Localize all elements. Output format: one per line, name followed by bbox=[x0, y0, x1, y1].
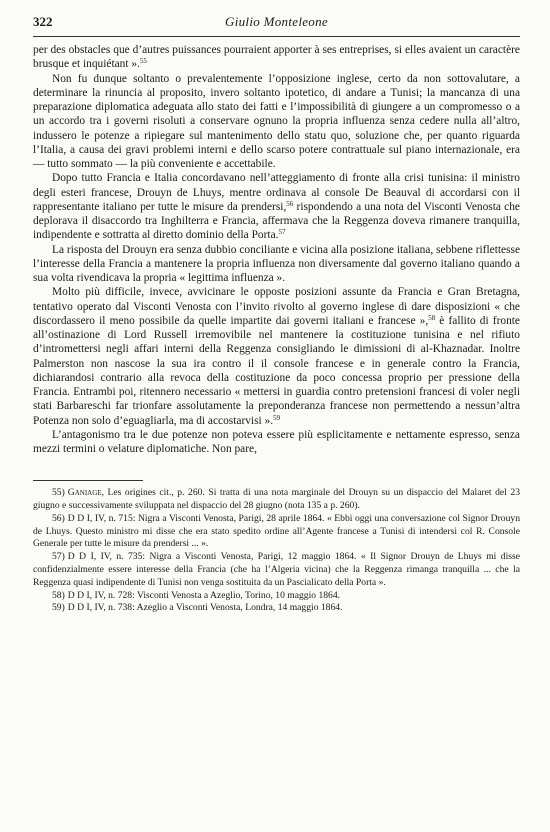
footnote-rule bbox=[33, 480, 143, 481]
footnote-55: 55) Ganiage, Les origines cit., p. 260. Si tratta di una nota marginale del Drouyn su un dispaccio del Malaret del 23 giugno e successivamente sviluppata nel dispaccio del 28 giugno (nota 135 a p. 260). bbox=[33, 487, 520, 512]
paragraph-4: La risposta del Drouyn era senza dubbio conciliante e vicina alla posizione italiana, sebbene riflettesse l’interesse della Francia a mantenere la propria influenza non diversamente dal governo italiano quando a sua volta rivendicava la propria « legittima influenza ». bbox=[33, 243, 520, 284]
footnote-ref: 55) bbox=[52, 487, 65, 499]
footnote-ref: 57) bbox=[52, 551, 65, 563]
footnote-57: 57) D D I, IV, n. 735: Nigra a Visconti Venosta, Parigi, 12 maggio 1864. « Il Signor Drouyn de Lhuys mi disse confidenzialmente essere interesse della Francia (che ha l’Algeria vicina) che la Reggenza rimanga tranquilla ... che la Reggenza quasi indipendente di Tunisi non venga sostituita da un Pascialicato della Porta ». bbox=[33, 551, 520, 588]
footnote-58: 58) D D I, IV, n. 728: Visconti Venosta a Azeglio, Torino, 10 maggio 1864. bbox=[52, 589, 341, 601]
running-head bbox=[33, 14, 520, 37]
footnote-ref: 59) bbox=[52, 602, 65, 614]
footnote-59: 59) D D I, IV, n. 738: Azeglio a Visconti Venosta, Londra, 14 maggio 1864. bbox=[52, 602, 343, 614]
footnote-marker-58: 58 bbox=[428, 313, 436, 322]
footnote-marker-59: 59 bbox=[273, 413, 281, 422]
footnote-56: 56) D D I, IV, n. 715: Nigra a Visconti Venosta, Parigi, 28 aprile 1864. « Ebbi oggi una conversazione col Signor Drouyn de Lhuys. Questo ministro mi disse che era stato spedito ordine all’Agente francese a Tunisi di intendersi col R. Console Generale per tutte le misure da prendersi ... ». bbox=[33, 512, 520, 550]
footnote-marker-55: 55 bbox=[139, 57, 147, 66]
footnote-marker-57: 57 bbox=[278, 228, 286, 237]
paragraph-2: Non fu dunque soltanto o prevalentemente l’opposizione inglese, certo da non sottovalutare, a determinare la rinuncia al proposito, invero soltanto ipotetico, di andare a Tunisi; la mancanza di una preparazione diplomatica adeguata allo stato dei fatti e l’impossibilità di giungere a un compromesso o a un accordo tra i governi risoluti a conservare ognuno la propria influenza senza cedere nulla all’altro, indussero le potenze a ripiegare sul mantenimento dello statu quo, soluzione che, per quanto riguarda l’Italia, a causa dei gravi problemi interni e dello scarso potere contrattuale sul piano internazionale, era — tutto sommato — la più conveniente e accettabile. bbox=[33, 72, 520, 170]
paragraph-1: per des obstacles que d’autres puissances pourraient apporter à ses entreprises, si elles avaient un caractère brusque et inquiétant ».$^{55}$ bbox=[33, 44, 520, 71]
body-text bbox=[33, 43, 520, 456]
footnote-ref: 58) bbox=[52, 589, 65, 601]
paragraph-6: L’antagonismo tra le due potenze non poteva essere più esplicitamente e nettamente espresso, senza mezzi termini o velature diplomatiche. Non pare, bbox=[33, 428, 520, 455]
paragraph-5: Molto più difficile, invece, avvicinare le opposte posizioni assunte da Francia e Gran Bretagna, tentativo operato dal Visconti Venosta con l’invito rivolto al governo inglese di dare disposizioni « che discordassero il meno possibile da quelle impartite dai governi italiani e francese »,$^{58}$ è fallito di fronte all’ostinazione di Lord Russell irremovibile nel mantenere la costituzione tunisina e nel rifiuto d’intromettersi negli affari interni della Reggenza consigliando le dimissioni di al-Khaznadar. Inoltre Palmerston non nascose la sua ira contro il il console francese e in generale contro la Francia, dichiarandosi contrario alla revoca della costituzione da poco concessa proprio per pressione della Francia. Entrambi poi, ritennero necessario « mettersi in guardia contro pretensioni francesi di voler negli stati Barbareschi far trionfare assolutamente la preponderanza francese non permettendo a nessun’altra Potenza non solo d’eguagliarla, ma di accostarvisi ».$^{59}$ bbox=[33, 286, 520, 427]
footnote-marker-56: 56 bbox=[286, 199, 294, 208]
footnote-author: Ganiage bbox=[67, 487, 102, 499]
page-number: 322 bbox=[33, 14, 53, 29]
footnote-ref: 56) bbox=[52, 512, 65, 524]
footnotes bbox=[33, 487, 520, 615]
running-title: Giulio Monteleone bbox=[225, 14, 328, 29]
paragraph-3: Dopo tutto Francia e Italia concordavano nell’atteggiamento di fronte alla crisi tunisina: il ministro degli esteri francese, Drouyn de Lhuys, mentre ordinava al console De Beauval di accordarsi con il rappresentante italiano per tutte le misure da prendersi,$^{56}$ rispondendo a una nota del Visconti Venosta che deplorava il disaccordo tra Inghilterra e Francia, affermava che la Reggenza doveva rimanere tranquilla, indipendente e sottratta al diretto dominio della Porta.$^{57}$ bbox=[33, 172, 520, 242]
